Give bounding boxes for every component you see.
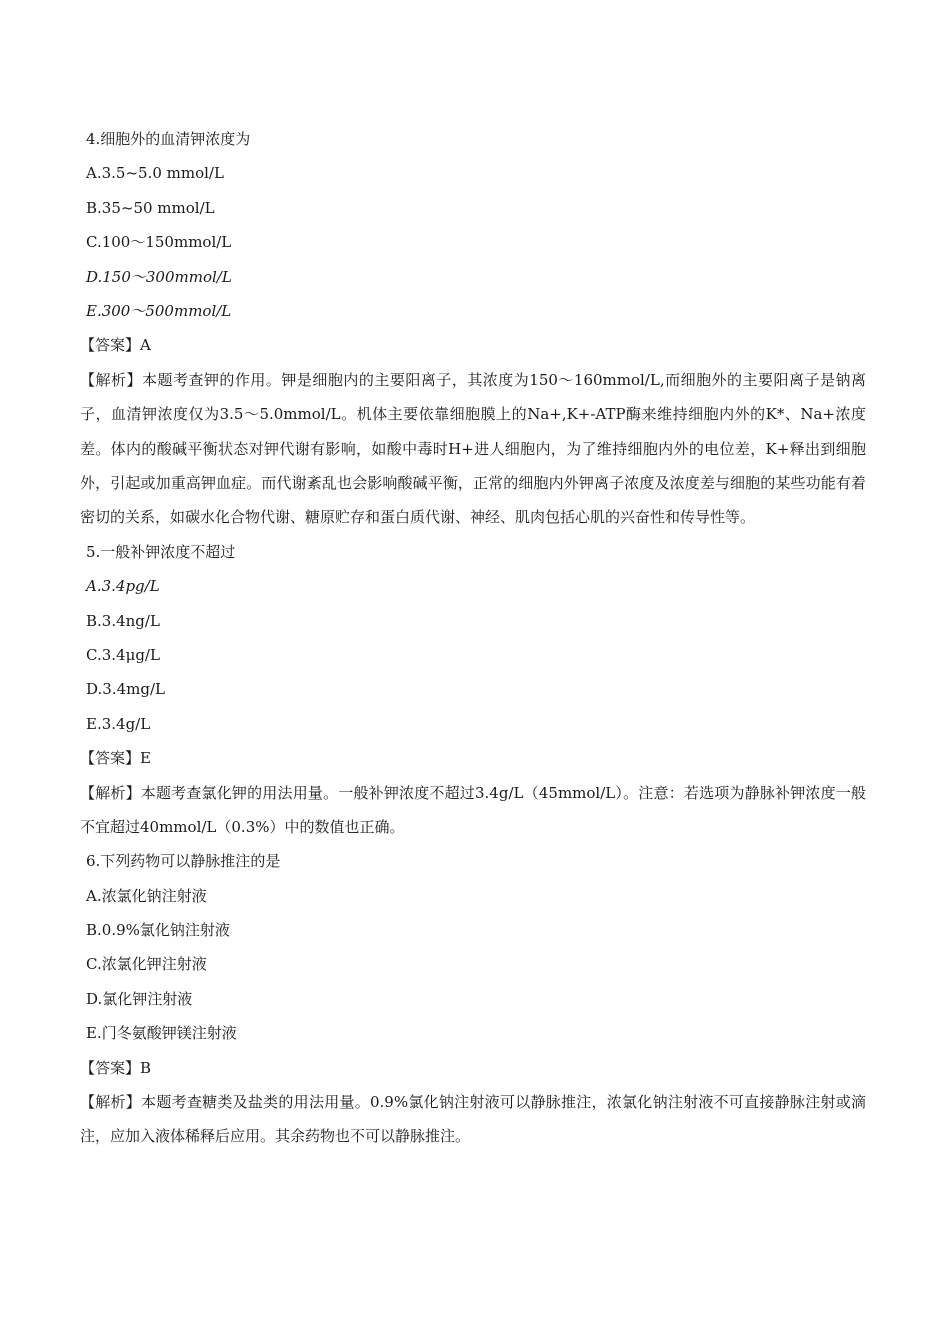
question-6 <box>80 844 866 1154</box>
option-b: B.3.4ng/L <box>86 611 160 630</box>
analysis-text: 【解析】本题考查糖类及盐类的用法用量。0.9%氯化钠注射液可以静脉推注，浓氯化钠注射液不可直接静脉注射或滴注，应加入液体稀释后应用。其余药物也不可以静脉推注。 <box>80 1093 866 1146</box>
answer-label: 【答案】A <box>80 336 151 355</box>
answer-label: 【答案】B <box>80 1058 152 1077</box>
document-page <box>80 122 866 1154</box>
option-b: B.0.9%氯化钠注射液 <box>86 921 230 940</box>
question-5 <box>80 535 866 845</box>
option-c: C.浓氯化钾注射液 <box>86 955 207 974</box>
option-a: A.浓氯化钠注射液 <box>86 886 207 905</box>
option-d: D.3.4mg/L <box>86 680 165 699</box>
question-title: 4.细胞外的血清钾浓度为 <box>86 130 251 148</box>
analysis-text: 【解析】本题考查钾的作用。钾是细胞内的主要阳离子，其浓度为150～160mmol/L,而细胞外的主要阳离子是钠离子，血清钾浓度仅为3.5～5.0mmol/L。机体主要依靠细胞膜上的Na+,K+-ATP酶来维持细胞内外的K*、Na+浓度差。体内的酸碱平衡状态对钾代谢有影响，如酸中毒时H+进人细胞内，为了维持细胞内外的电位差，K+释出到细胞外，引起或加重高钾血症。而代谢紊乱也会影响酸碱平衡，正常的细胞内外钾离子浓度及浓度差与细胞的某些功能有着密切的关系，如碳水化合物代谢、糖原贮存和蛋白质代谢、神经、肌肉包括心肌的兴奋性和传导性等。 <box>80 370 866 527</box>
option-a: A.3.5~5.0 mmol/L <box>86 164 224 183</box>
analysis-text: 【解析】本题考查氯化钾的用法用量。一般补钾浓度不超过3.4g/L（45mmol/L）。注意：若选项为静脉补钾浓度一般不宜超过40mmol/L（0.3%）中的数值也正确。 <box>80 783 866 836</box>
answer-label: 【答案】E <box>80 749 151 768</box>
option-b: B.35~50 mmol/L <box>86 198 215 217</box>
option-a: A.3.4pg/L <box>86 577 160 596</box>
option-c: C.100～150mmol/L <box>86 233 232 252</box>
option-d: D.150～300mmol/L <box>86 267 232 286</box>
question-4 <box>80 122 866 535</box>
option-e: E.门冬氨酸钾镁注射液 <box>86 1024 237 1043</box>
question-title: 5.一般补钾浓度不超过 <box>86 542 236 561</box>
option-e: E.300～500mmol/L <box>86 301 232 320</box>
question-title: 6.下列药物可以静脉推注的是 <box>86 852 281 871</box>
option-c: C.3.4μg/L <box>86 645 160 664</box>
option-d: D.氯化钾注射液 <box>86 989 193 1008</box>
option-e: E.3.4g/L <box>86 714 151 733</box>
